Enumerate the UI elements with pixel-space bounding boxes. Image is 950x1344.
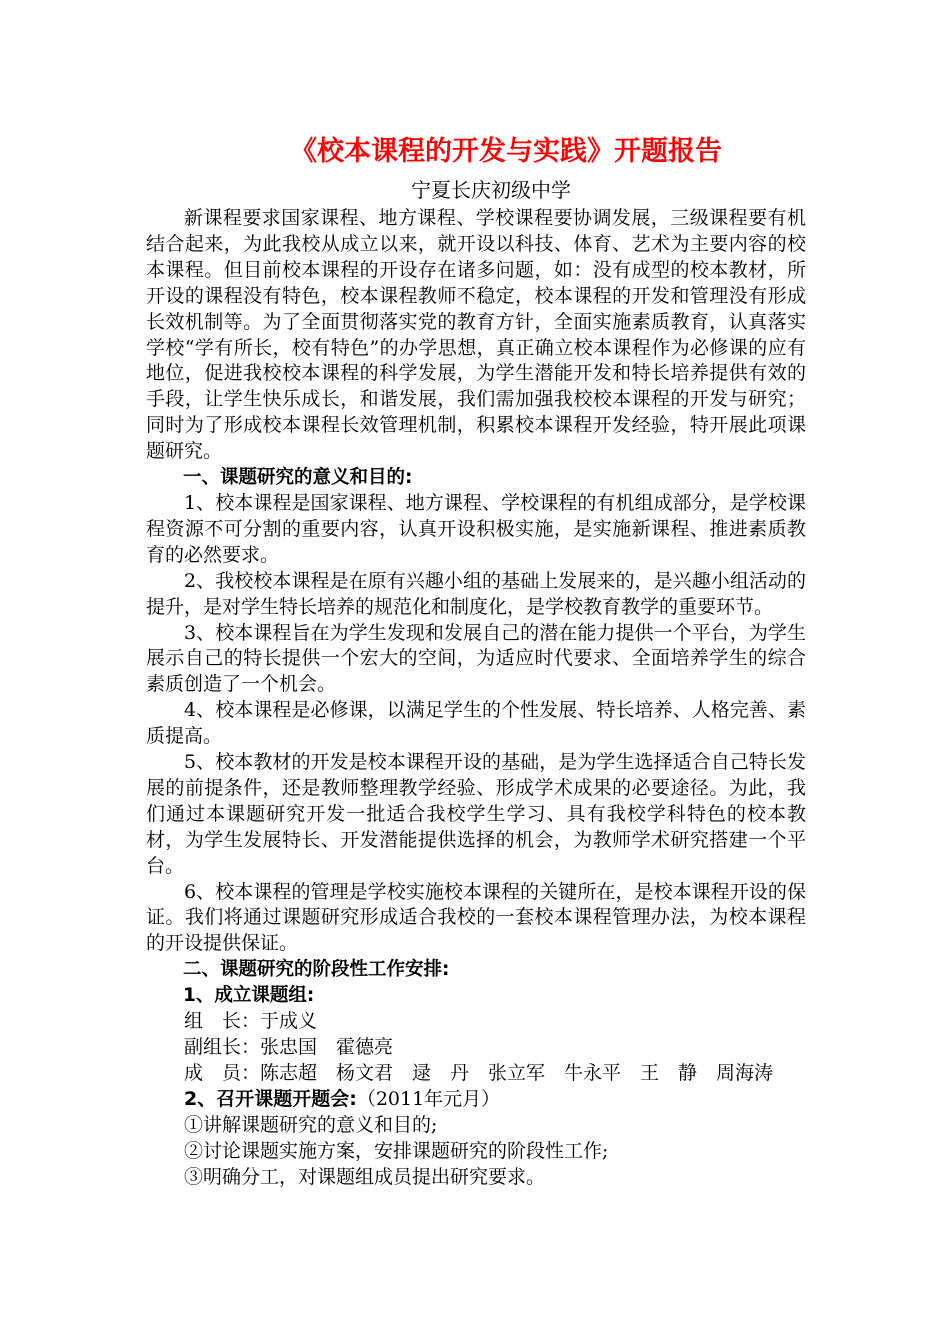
group-members: 成 员：陈志超 杨文君 逯 丹 张立军 牛永平 王 静 周海涛 — [184, 1061, 774, 1084]
kickoff-step-1: ①讲解课题研究的意义和目的; — [184, 1113, 438, 1136]
section2-sub2-heading: 2、召开课题开题会: — [184, 1087, 357, 1110]
kickoff-date: （2011年元月） — [356, 1087, 501, 1110]
section1-heading: 一、课题研究的意义和目的: — [183, 467, 413, 489]
section1-item-5: 5、校本教材的开发是校本课程开设的基础，是为学生选择适合自己特长发展的前提条件，还是教师整理教学经验、形成学术成果的必要途径。为此，我们通过本课题研究开发一批适合我校学生学习、具有我校学科特色的校本教材，为学生发展特长、开发潜能提供选择的机会，为教师学术研究搭建一个平台。 — [146, 751, 806, 877]
section1-item-3: 3、校本课程旨在为学生发现和发展自己的潜在能力提供一个平台，为学生展示自己的特长提供一个宏大的空间，为适应时代要求、全面培养学生的综合素质创造了一个机会。 — [146, 621, 806, 696]
document-page — [146, 130, 806, 1190]
intro-paragraph: 新课程要求国家课程、地方课程、学校课程要协调发展，三级课程要有机结合起来，为此我校从成立以来，就开设以科技、体育、艺术为主要内容的校本课程。但目前校本课程的开设存在诸多问题，如：没有成型的校本教材，所开设的课程没有特色，校本课程教师不稳定，校本课程的开发和管理没有形成长效机制等。为了全面贯彻落实党的教育方针，全面实施素质教育，认真落实学校“学有所长，校有特色”的办学思想，真正确立校本课程作为必修课的应有地位，促进我校校本课程的科学发展，为学生潜能开发和特长培养提供有效的手段，让学生快乐成长，和谐发展，我们需加强我校校本课程的开发与研究；同时为了形成校本课程长效管理机制，积累校本课程开发经验，特开展此项课题研究。 — [146, 207, 806, 463]
section2-sub1-heading: 1、成立课题组: — [183, 985, 315, 1007]
document-title: 《校本课程的开发与实践》开题报告 — [290, 136, 722, 167]
section1-item-2: 2、我校校本课程是在原有兴趣小组的基础上发展来的，是兴趣小组活动的提升，是对学生特长培养的规范化和制度化，是学校教育教学的重要环节。 — [146, 569, 806, 618]
school-name: 宁夏长庆初级中学 — [411, 178, 571, 202]
section1-item-1: 1、校本课程是国家课程、地方课程、学校课程的有机组成部分，是学校课程资源不可分割的重要内容，认真开设积极实施，是实施新课程、推进素质教育的必然要求。 — [146, 491, 806, 566]
group-leader: 组 长：于成义 — [184, 1010, 318, 1033]
section1-item-6: 6、校本课程的管理是学校实施校本课程的关键所在，是校本课程开设的保证。我们将通过课题研究形成适合我校的一套校本课程管理办法，为校本课程的开设提供保证。 — [146, 880, 806, 955]
kickoff-step-3: ③明确分工，对课题组成员提出研究要求。 — [184, 1165, 546, 1188]
section1-item-4: 4、校本课程是必修课，以满足学生的个性发展、特长培养、人格完善、素质提高。 — [146, 699, 806, 748]
group-deputy: 副组长：张忠国 霍德亮 — [184, 1036, 394, 1058]
section2-sub2-line — [146, 1087, 806, 1113]
kickoff-step-2: ②讨论课题实施方案，安排课题研究的阶段性工作; — [184, 1139, 609, 1162]
section2-heading: 二、课题研究的阶段性工作安排: — [183, 959, 450, 981]
